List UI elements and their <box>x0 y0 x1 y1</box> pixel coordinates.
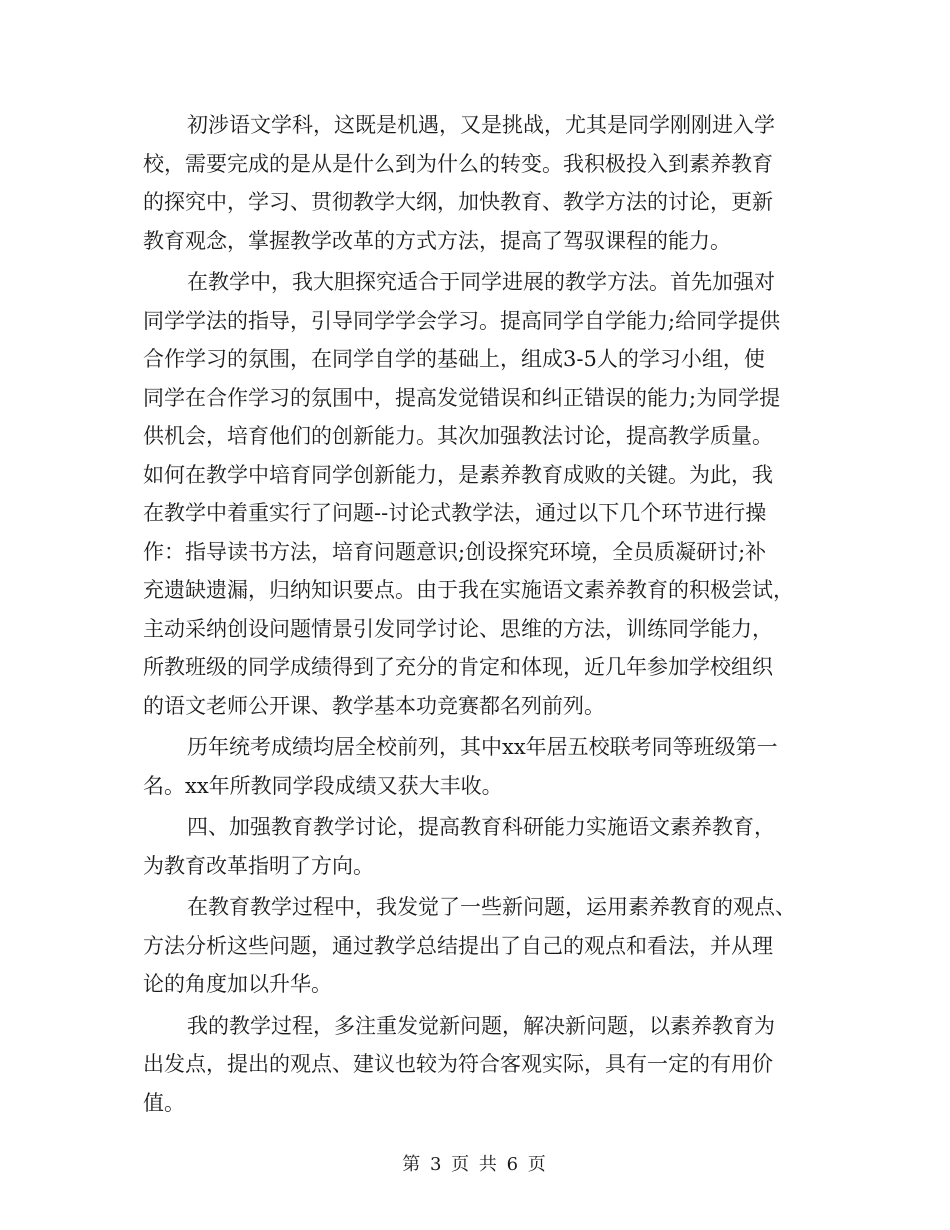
page-number-footer: 第 3 页 共 6 页 <box>402 1154 548 1175</box>
text-line: 教育观念，掌握教学改革的方式方法，提高了驾驭课程的能力。 <box>143 228 731 253</box>
paragraph <box>143 1007 811 1123</box>
text-line: 出发点，提出的观点、建议也较为符合客观实际，具有一定的有用价 <box>143 1052 773 1076</box>
text-line: 方法分析这些问题，通过教学总结提出了自己的观点和看法，并从理 <box>143 933 773 958</box>
text-line: 论的角度加以升华。 <box>143 972 332 996</box>
text-line: 作：指导读书方法，培育问题意识;创设探究环境，全员质凝研讨;补 <box>143 539 767 564</box>
document-body <box>143 106 811 1122</box>
text-line: 主动采纳创设问题情景引发同学讨论、思维的方法，训练同学能力， <box>143 616 773 641</box>
text-line: 供机会，培育他们的创新能力。其次加强教法讨论，提高教学质量。 <box>143 424 773 448</box>
paragraph <box>143 728 811 805</box>
text-line: 名。xx年所教同学段成绩又获大丰收。 <box>143 773 503 798</box>
text-line: 历年统考成绩均居全校前列，其中xx年居五校联考同等班级第一 <box>187 735 778 759</box>
text-line: 同学在合作学习的氛围中，提高发觉错误和纠正错误的能力;为同学提 <box>143 385 781 410</box>
paragraph <box>143 888 811 1004</box>
text-line: 我的教学过程，多注重发觉新问题，解决新问题，以素养教育为 <box>187 1013 775 1038</box>
text-line: 值。 <box>143 1090 185 1115</box>
text-line: 在教学中，我大胆探究适合于同学进展的教学方法。首先加强对 <box>187 270 775 294</box>
text-line: 如何在教学中培育同学创新能力，是素养教育成败的关键。为此，我 <box>143 462 773 487</box>
text-line: 所教班级的同学成绩得到了充分的肯定和体现，近几年参加学校组织 <box>143 655 773 679</box>
paragraph <box>143 808 811 885</box>
text-line: 同学学法的指导，引导同学学会学习。提高同学自学能力;给同学提供 <box>143 308 781 333</box>
paragraph <box>143 263 811 725</box>
text-line: 在教育教学过程中，我发觉了一些新问题，运用素养教育的观点、 <box>187 895 796 919</box>
text-line: 为教育改革指明了方向。 <box>143 853 374 878</box>
text-line: 校，需要完成的是从是什么到为什么的转变。我积极投入到素养教育 <box>143 151 773 176</box>
text-line: 合作学习的氛围，在同学自学的基础上，组成3-5人的学习小组，使 <box>143 347 765 371</box>
paragraph <box>143 106 811 260</box>
text-line: 的探究中，学习、贯彻教学大纲，加快教育、教学方法的讨论，更新 <box>143 190 773 214</box>
text-line: 在教学中着重实行了问题--讨论式教学法，通过以下几个环节进行操 <box>143 501 767 525</box>
text-line: 初涉语文学科，这既是机遇，又是挑战，尤其是同学刚刚进入学 <box>187 113 775 137</box>
text-line: 充遗缺遗漏，归纳知识要点。由于我在实施语文素养教育的积极尝试， <box>143 578 794 602</box>
text-line: 四、加强教育教学讨论，提高教育科研能力实施语文素养教育， <box>187 815 775 839</box>
text-line: 的语文老师公开课、教学基本功竞赛都名列前列。 <box>143 693 605 718</box>
